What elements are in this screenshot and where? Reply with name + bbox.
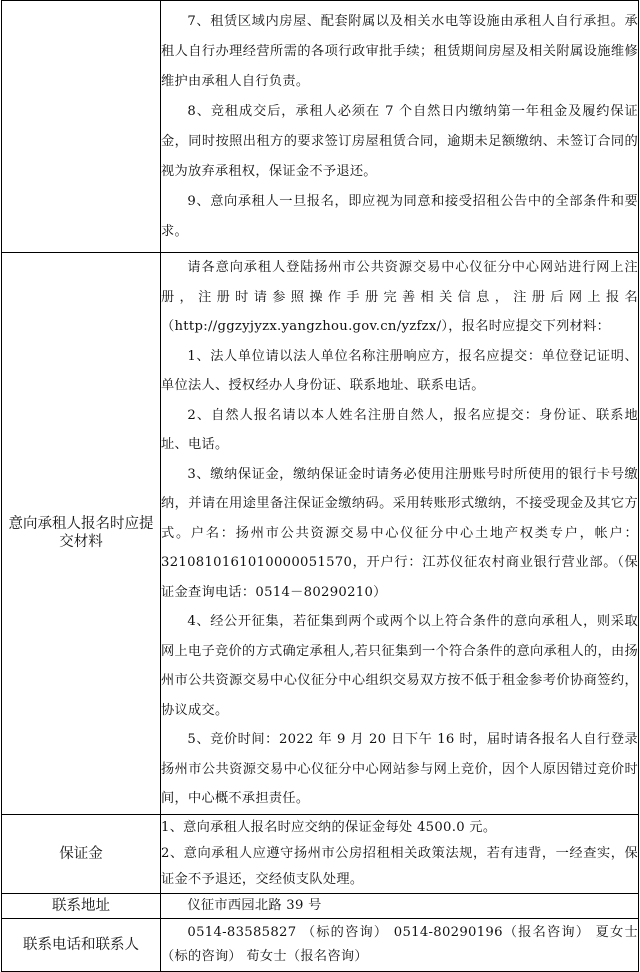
deposit-item-2: 2、意向承租人应遵守扬州市公房招租相关政策法规，若有违背，一经查实，保证金不予退还，交经侦支队处理。	[161, 845, 638, 887]
contact-text: 0514-83585827 （标的咨询） 0514-80290196（报名咨询） 夏女士（标的咨询） 荀女士（报名咨询）	[161, 924, 638, 964]
clause-9: 9、意向承租人一旦报名，即应视为同意和接受招租公告中的全部条件和要求。	[161, 193, 638, 239]
row-content-contact	[161, 918, 639, 971]
announcement-table	[1, 0, 639, 972]
row-content-registration	[161, 253, 639, 815]
row-content-deposit	[161, 814, 639, 893]
table-row-registration	[2, 253, 639, 815]
row-label-empty	[2, 1, 161, 253]
registration-item-5: 5、竞价时间：2022 年 9 月 20 日下午 16 时，届时请各报名人自行登录扬州市公共资源交易中心仪征分中心网站参与网上竞价，因个人原因错过竞价时间，中心概不承担责任。	[161, 732, 638, 806]
registration-item-1: 1、法人单位请以法人单位名称注册响应方，报名应提交：单位登记证明、单位法人、授权经办人身份证、联系地址、联系电话。	[161, 348, 638, 393]
table-row-contact	[2, 918, 639, 971]
clause-8: 8、竞租成交后，承租人必须在 7 个自然日内缴纳第一年租金及履约保证金，同时按照出租方的要求签订房屋租赁合同，逾期未足额缴纳、未签订合同的视为放弃承租权，保证金不予退还。	[161, 103, 638, 179]
deposit-item-1: 1、意向承租人报名时应交纳的保证金每处 4500.0 元。	[161, 819, 497, 835]
registration-item-4: 4、经公开征集，若征集到两个或两个以上符合条件的意向承租人，则采取网上电子竞价的方式确定承租人,若只征集到一个符合条件的意向承租人的，由扬州市公共资源交易中心仪征分中心组织交易双方按不低于租金参考价协商签约，协议成交。	[161, 614, 638, 718]
row-content-address	[161, 893, 639, 918]
row-label-registration: 意向承租人报名时应提交材料	[2, 253, 161, 815]
row-label-deposit: 保证金	[2, 814, 161, 893]
row-label-contact: 联系电话和联系人	[2, 918, 161, 971]
table-row-lease-terms	[2, 1, 639, 253]
registration-item-2: 2、自然人报名请以本人姓名注册自然人，报名应提交：身份证、联系地址、电话。	[161, 407, 638, 452]
row-label-address: 联系地址	[2, 893, 161, 918]
registration-intro: 请各意向承租人登陆扬州市公共资源交易中心仪征分中心网站进行网上注册，注册时请参照操作手册完善相关信息，注册后网上报名（http://ggzyjyzx.yangzhou.gov.cn/yzfzx/），报名时应提交下列材料：	[161, 260, 638, 334]
clause-7: 7、租赁区域内房屋、配套附属以及相关水电等设施由承租人自行承担。承租人自行办理经营所需的各项行政审批手续；租赁期间房屋及相关附属设施维修维护由承租人自行负责。	[161, 13, 638, 89]
address-text: 仪征市西园北路 39 号	[187, 897, 322, 913]
registration-item-3: 3、缴纳保证金，缴纳保证金时请务必使用注册账号时所使用的银行卡号缴纳，并请在用途里备注保证金缴纳码。采用转账形式缴纳，不接受现金及其它方式。户名：扬州市公共资源交易中心仪征分中心土地产权类专户，帐户：3210810161010000051570，开户行：江苏仪征农村商业银行营业部。（保证金查询电话：0514－80290210）	[161, 466, 638, 600]
table-row-address	[2, 893, 639, 918]
table-row-deposit	[2, 814, 639, 893]
row-content-lease-terms	[161, 1, 639, 253]
